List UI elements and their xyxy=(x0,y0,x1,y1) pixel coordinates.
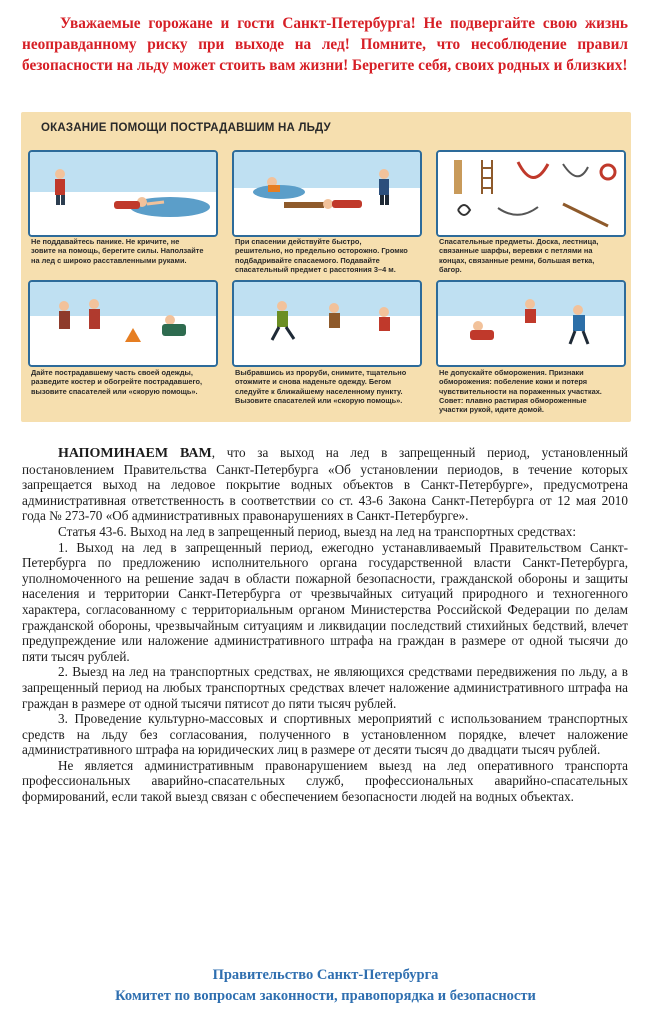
warning-heading: Уважаемые горожане и гости Санкт-Петербурга! Не подвергайте свою жизнь неоправданному риску при выходе на лед! Помните, что несоблюдение правил безопасности на льду может стоить вам жизни! Берегите себя, своих родных и близких! xyxy=(22,15,628,74)
notice-intro xyxy=(22,445,628,524)
notice-intro-text: , что за выход на лед в запрещенный период, установленный постановлением Правительства Санкт-Петербурга «Об установлении периодов, в течение которых запрещается выход на ледовое покрытие водных объектов в Санкт-Петербурге», предусмотрена административная ответственность в соответствии со ст. 43-6 Закона Санкт-Петербурга от 12 мая 2010 года № 273-70 «Об административных правонарушениях в Санкт-Петербурге». xyxy=(22,445,628,524)
panel-rescue-illustration xyxy=(232,150,422,237)
notice-lead: НАПОМИНАЕМ ВАМ xyxy=(58,446,212,461)
panel-frostbite-illustration xyxy=(436,280,626,367)
article-item: 2. Выезд на лед на транспортных средствах, не являющихся средствами передвижения по льду, а в запрещенный период на любых транспортных средствах влечет наложение административного штрафа на граждан в размере от одной тысячи пятисот до пяти тысяч рублей. xyxy=(22,664,628,711)
panel-rescue-tools-illustration xyxy=(436,150,626,237)
panel-caption: Выбравшись из проруби, снимите, тщательно отожмите и снова наденьте одежду. Бегом следуйте к ближайшему населенному пункту. Вызовите спасателей или «скорую помощь». xyxy=(235,368,407,405)
poster-title: ОКАЗАНИЕ ПОМОЩИ ПОСТРАДАВШИМ НА ЛЬДУ xyxy=(41,122,331,134)
ice-rescue-poster xyxy=(21,112,631,422)
article-item: 1. Выход на лед в запрещенный период, ежегодно устанавливаемый Правительством Санкт-Петербурга по предложению исполнительного органа государственной власти Санкт-Петербурга, уполномоченного на решение задач в области пожарной безопасности, гражданской обороны и защиты населения и территории Санкт-Петербурга от чрезвычайных ситуаций природного и техногенного характера, согласованному с территориальным органом Министерства Российской Федерации по делам гражданской обороны, чрезвычайным ситуациям и ликвидации последствий стихийных бедствий, влечет предупреждение или наложение административного штрафа на граждан в размере от одной тысячи до пяти тысяч рублей. xyxy=(22,539,628,664)
warming-illustration xyxy=(30,282,216,365)
panel-caption: Не допускайте обморожения. Признаки обморожения: побеление кожи и потеря чувствительности на пораженных участках. Совет: плавно растирая обмороженные участки рукой, идите домой. xyxy=(439,368,602,415)
rescue-tools-illustration xyxy=(438,152,624,235)
panel-caption: Не поддавайтесь панике. Не кричите, не зовите на помощь, берегите силы. Наползайте на лед с широко расставленными руками. xyxy=(31,237,204,265)
article-heading: Статья 43-6. Выход на лед в запрещенный период, выезд на лед на транспортных средствах: xyxy=(58,523,577,539)
panel-warming-illustration xyxy=(28,280,218,367)
running-illustration xyxy=(234,282,420,365)
rescue-illustration xyxy=(234,152,420,235)
frostbite-illustration xyxy=(438,282,624,365)
panel-ice-hole-illustration xyxy=(28,150,218,237)
panel-caption: При спасении действуйте быстро, решительно, но предельно осторожно. Громко подбадривайте спасаемого. Подавайте спасательный предмет с расстояния 3–4 м. xyxy=(235,237,408,274)
footer-committee: Комитет по вопросам законности, правопорядка и безопасности xyxy=(115,988,536,1004)
exemption-note: Не является административным правонарушением выезд на лед оперативного транспорта профессиональных аварийно-спасательных служб, профессиональных аварийно-спасательных формирований, если такой выезд связан с обеспечением безопасности людей на водных объектах. xyxy=(22,757,628,805)
panel-running-illustration xyxy=(232,280,422,367)
panel-caption: Спасательные предметы. Доска, лестница, связанные шарфы, веревки с петлями на концах, связанные ремни, большая ветка, багор. xyxy=(439,237,599,274)
panel-caption: Дайте пострадавшему часть своей одежды, разведите костер и обогрейте пострадавшего, вызовите спасателей или «скорую помощь». xyxy=(31,368,203,396)
legal-notice xyxy=(22,445,628,805)
article-item: 3. Проведение культурно-массовых и спортивных мероприятий с использованием транспортных средств на льду без согласования, полученного в установленном порядке, влечет наложение административного штрафа на юридических лиц в размере от десяти тысяч до двадцати тысяч рублей. xyxy=(22,711,628,758)
footer-government: Правительство Санкт-Петербурга xyxy=(212,967,439,983)
ice-hole-illustration xyxy=(30,152,216,235)
